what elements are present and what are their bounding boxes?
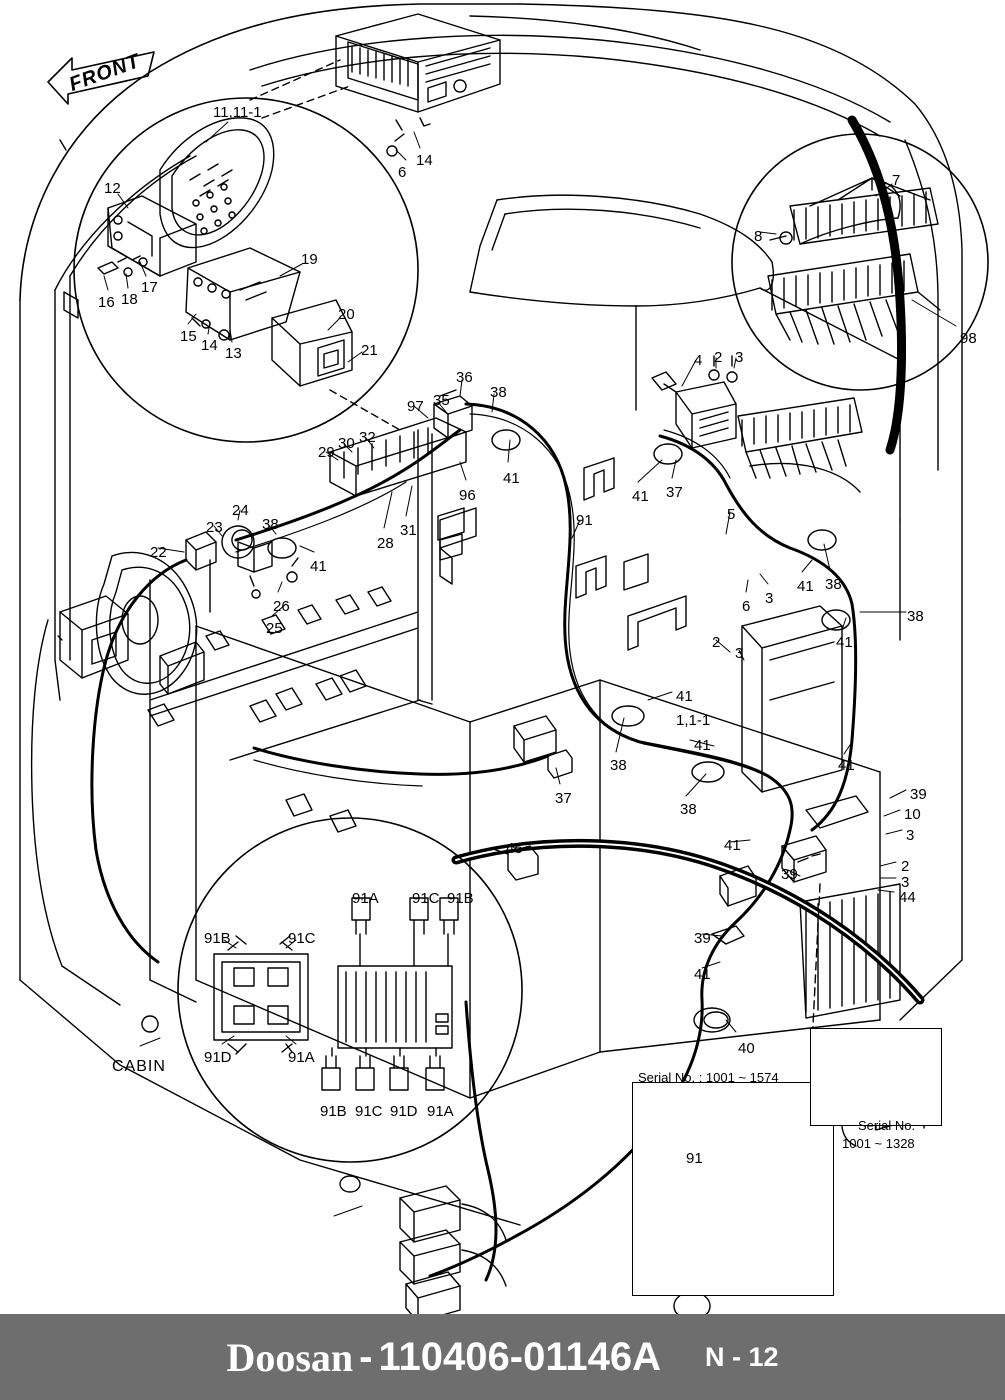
callout-c-41g: 41 <box>694 737 711 754</box>
footer-dash: - <box>359 1334 373 1379</box>
callout-c-3a: 3 <box>735 349 744 366</box>
callout-c-41b: 41 <box>632 488 649 505</box>
callout-c-20: 20 <box>338 306 355 323</box>
callout-c-5: 5 <box>727 506 736 523</box>
callout-c-13: 13 <box>225 345 242 362</box>
footer-part-number: 110406-01146A <box>378 1334 661 1379</box>
callout-c-21: 21 <box>361 342 378 359</box>
fuse-label-f-91A-top: 91A <box>352 890 379 907</box>
callout-c-39c: 39 <box>694 930 711 947</box>
callout-c-19: 19 <box>301 251 318 268</box>
callout-c-38b: 38 <box>262 516 279 533</box>
fuse-label-f-91C-bot: 91C <box>355 1103 383 1120</box>
callout-c-41e: 41 <box>836 634 853 651</box>
callout-c-39b: 39 <box>781 866 798 883</box>
callout-c-41i: 41 <box>724 837 741 854</box>
relay-label-r-91D: 91D <box>204 1049 232 1066</box>
callout-c-96: 96 <box>459 487 476 504</box>
callout-c-25: 25 <box>266 620 283 637</box>
callout-c-38a: 38 <box>490 384 507 401</box>
fuse-label-f-91C-top: 91C <box>412 890 440 907</box>
callout-c-37a: 37 <box>666 484 683 501</box>
callout-c-17: 17 <box>141 279 158 296</box>
callout-c-29: 29 <box>318 444 335 461</box>
callout-c-2c: 2 <box>901 858 910 875</box>
callout-c-45: 45 <box>506 840 523 857</box>
fuse-label-f-91D-bot: 91D <box>390 1103 418 1120</box>
callout-c-40: 40 <box>738 1040 755 1057</box>
callout-c-6a: 6 <box>398 164 407 181</box>
fuse-label-f-91B-top: 91B <box>447 890 474 907</box>
callout-c-41f: 41 <box>676 688 693 705</box>
callout-c-41h: 41 <box>838 757 855 774</box>
callout-c-7: 7 <box>892 172 901 189</box>
relay-label-r-91C: 91C <box>288 930 316 947</box>
serial-note-right-line1: Serial No. <box>858 1118 916 1133</box>
callout-c-32: 32 <box>359 429 376 446</box>
callout-c-18: 18 <box>121 291 138 308</box>
callout-c-36: 36 <box>456 369 473 386</box>
serial-note-right-line2: 1001 ~ 1328 <box>842 1136 915 1151</box>
callout-c-4: 4 <box>694 352 703 369</box>
footer-bar <box>0 1314 1005 1400</box>
callout-c-111: 1,1-1 <box>676 712 711 729</box>
fuse-label-f-91A-bot: 91A <box>427 1103 454 1120</box>
callout-c-2b: 2 <box>712 634 721 651</box>
callout-c-14b: 14 <box>416 152 433 169</box>
callout-c-39a: 39 <box>910 786 927 803</box>
callout-c-37b: 37 <box>555 790 572 807</box>
callout-c-97: 97 <box>407 398 424 415</box>
callout-c-23: 23 <box>206 519 223 536</box>
callout-c-10: 10 <box>904 806 921 823</box>
serial-note-lower-line1: Serial No. : 1001 ~ 1574 <box>638 1070 779 1085</box>
callout-c-14a: 14 <box>201 337 218 354</box>
callout-c-15: 15 <box>180 328 197 345</box>
callout-c-26: 26 <box>273 598 290 615</box>
footer-page-number: N - 12 <box>705 1341 779 1372</box>
callout-c-31: 31 <box>400 522 417 539</box>
callout-c-3d: 3 <box>906 827 915 844</box>
relay-label-r-91A: 91A <box>288 1049 315 1066</box>
callout-c-38e: 38 <box>610 757 627 774</box>
callout-c-30: 30 <box>338 435 355 452</box>
callout-c-24: 24 <box>232 502 249 519</box>
callout-c-91a: 91 <box>576 512 593 529</box>
callout-c-41c: 41 <box>310 558 327 575</box>
callout-c-2a: 2 <box>714 349 723 366</box>
relay-label-r-91B: 91B <box>204 930 231 947</box>
callout-c-3e: 3 <box>901 874 910 891</box>
callout-c-38d: 38 <box>907 608 924 625</box>
callout-c-35: 35 <box>433 392 450 409</box>
fuse-label-f-91B-bot: 91B <box>320 1103 347 1120</box>
cabin-label: CABIN <box>112 1058 166 1075</box>
callout-c-16: 16 <box>98 294 115 311</box>
callout-c-38f: 38 <box>680 801 697 818</box>
callout-c-11: 11,11-1 <box>213 104 262 121</box>
callout-c-91b: 91 <box>686 1150 703 1167</box>
callout-c-41d: 41 <box>797 578 814 595</box>
callout-c-3c: 3 <box>735 645 744 662</box>
callout-c-22: 22 <box>150 544 167 561</box>
callout-c-38c: 38 <box>825 576 842 593</box>
callout-c-41a: 41 <box>503 470 520 487</box>
serial-detail-box-right <box>810 1028 942 1126</box>
callout-c-6b: 6 <box>742 598 751 615</box>
callout-c-44: 44 <box>899 889 916 906</box>
front-label: FRONT <box>66 50 144 97</box>
callout-c-28: 28 <box>377 535 394 552</box>
callout-c-98: 98 <box>960 330 977 347</box>
callout-c-41j: 41 <box>694 966 711 983</box>
callout-c-3b: 3 <box>765 590 774 607</box>
serial-detail-box-lower <box>632 1082 834 1296</box>
callout-c-8: 8 <box>754 228 763 245</box>
footer-brand: Doosan <box>226 1334 354 1380</box>
callout-c-12: 12 <box>104 180 121 197</box>
